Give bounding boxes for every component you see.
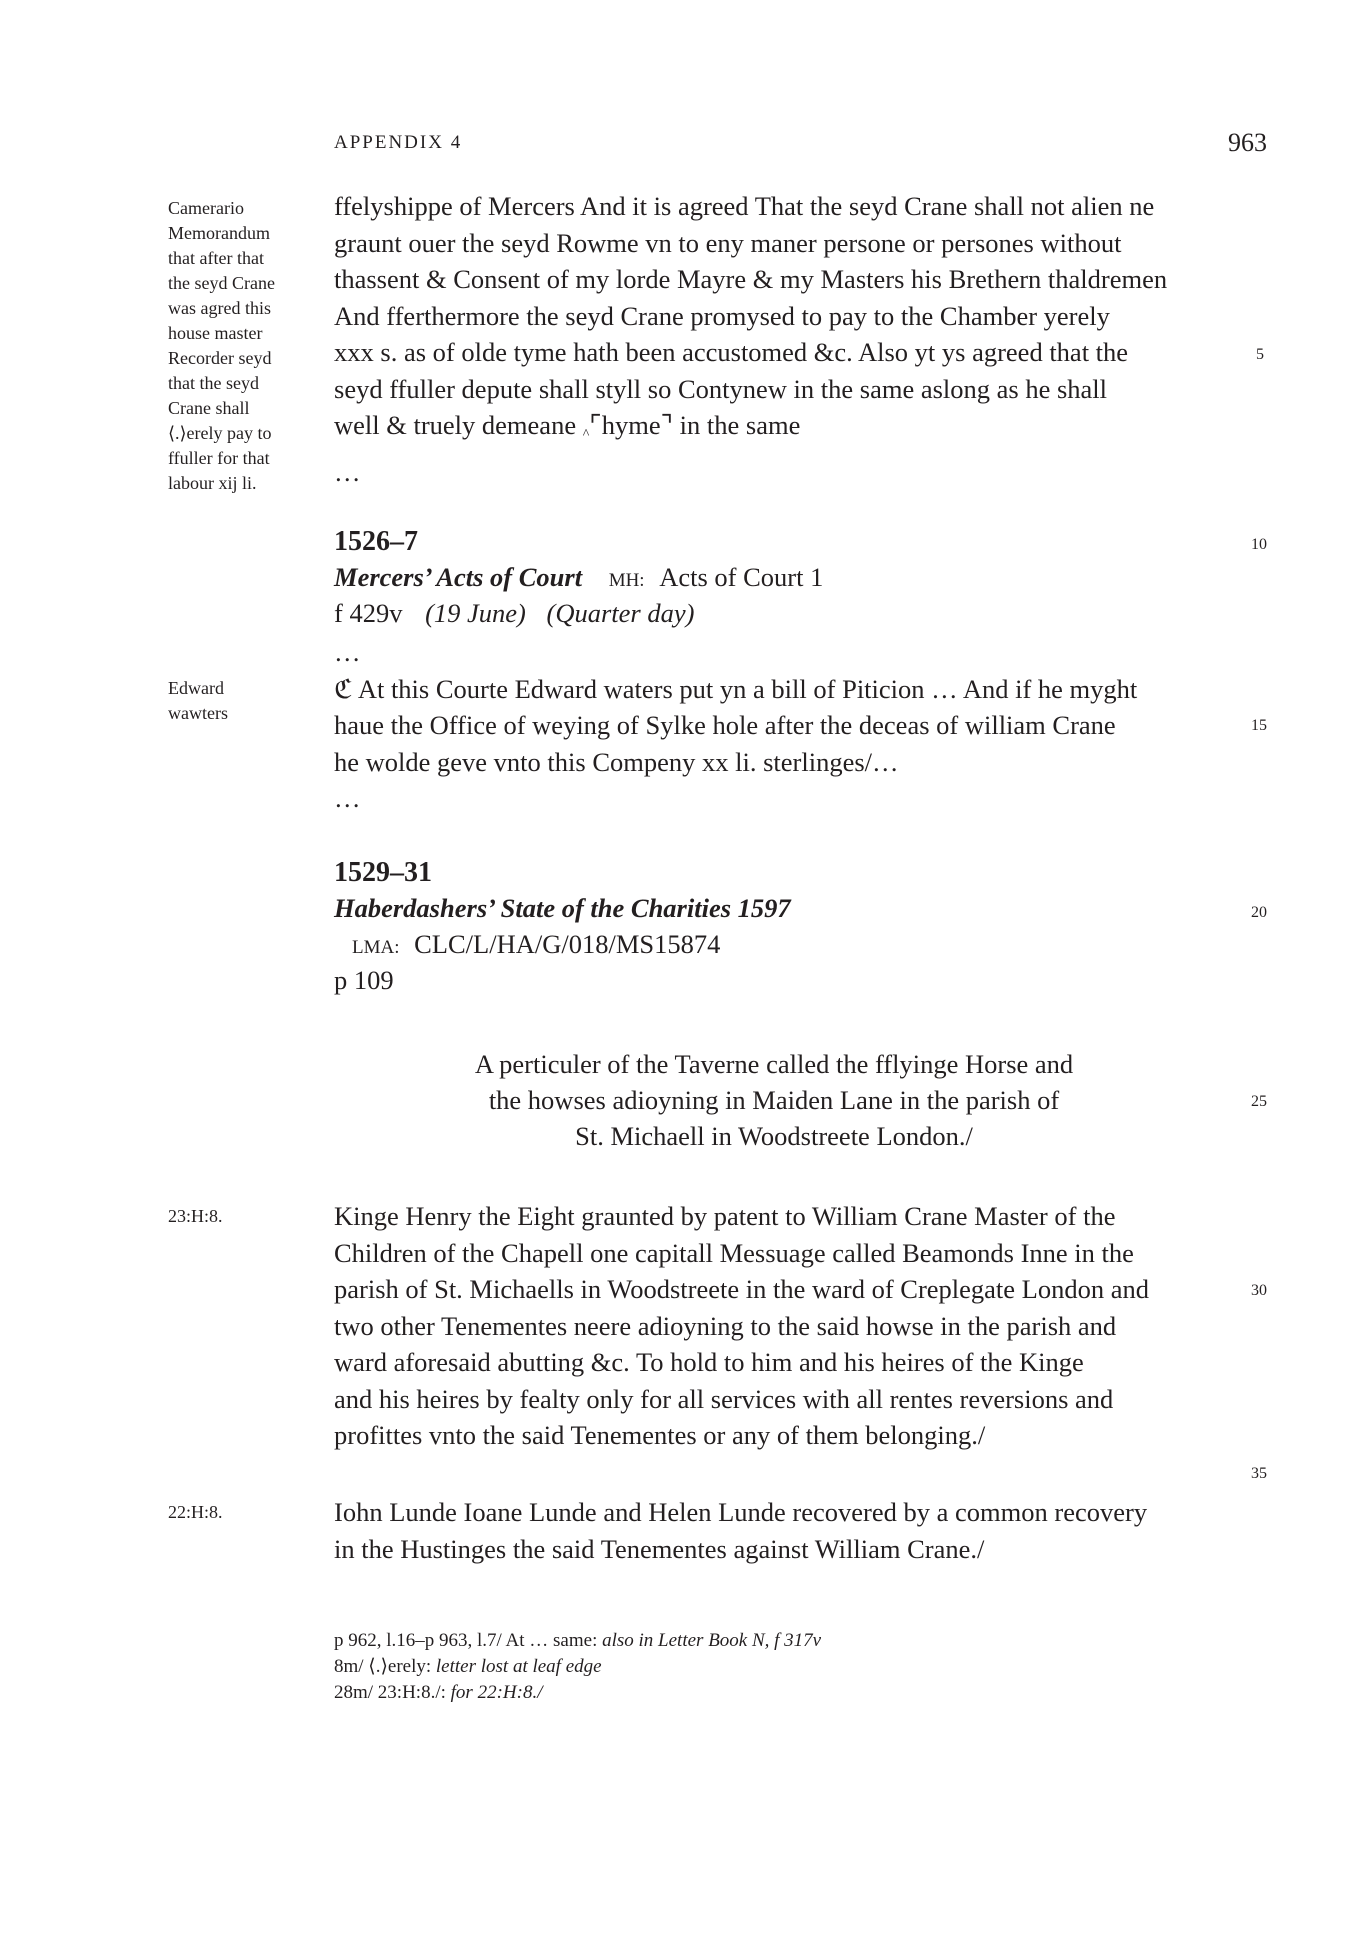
text-line xyxy=(334,407,1167,454)
margin-line: Recorder seyd xyxy=(168,348,272,368)
text-line: haue the Office of weying of Sylke hole after the deceas of william Crane xyxy=(334,710,1116,740)
footnotes xyxy=(334,1628,821,1706)
page-ref: p 109 xyxy=(334,965,394,995)
margin-note-edward xyxy=(168,676,228,726)
text-line: Kinge Henry the Eight graunted by patent to William Crane Master of the xyxy=(334,1201,1116,1231)
heading-line: St. Michaell in Woodstreete London./ xyxy=(575,1121,973,1151)
record1-text xyxy=(334,634,1137,817)
record2-para2 xyxy=(334,1494,1147,1567)
line-number: 5 xyxy=(1256,346,1264,363)
margin-line: ffuller for that xyxy=(168,448,270,468)
margin-line: labour xij li. xyxy=(168,473,257,493)
ellipsis: … xyxy=(334,456,361,487)
margin-line: the seyd Crane xyxy=(168,273,275,293)
margin-line: that the seyd xyxy=(168,373,259,393)
page-number: 963 xyxy=(1228,128,1267,157)
archive-ref: Acts of Court 1 xyxy=(659,562,824,592)
text-fragment: in the same xyxy=(673,410,801,440)
archive-abbr: MH: xyxy=(608,570,645,591)
running-head: APPENDIX 4 xyxy=(334,132,463,153)
margin-note-camerario xyxy=(168,196,275,496)
document-heading xyxy=(334,1046,1214,1154)
text-line: graunt ouer the seyd Rowme vn to eny maner persone or persones without xyxy=(334,227,1122,258)
footnote-text: for 22:H:8./ xyxy=(450,1682,543,1703)
margin-line: Crane shall xyxy=(168,398,250,418)
margin-line: wawters xyxy=(168,703,228,723)
record-title-line xyxy=(334,562,823,593)
record-title-line xyxy=(334,893,791,924)
record-year: 1529–31 xyxy=(334,857,432,888)
text-line: Children of the Chapell one capitall Messuage called Beamonds Inne in the xyxy=(334,1237,1134,1268)
footnote xyxy=(334,1654,821,1680)
margin-date-2: 22:H:8. xyxy=(168,1502,223,1522)
bracket-open: ⌜ xyxy=(589,410,602,440)
text-line: thassent & Consent of my lorde Mayre & my Masters his Brethern thaldremen xyxy=(334,264,1168,294)
margin-date-1: 23:H:8. xyxy=(168,1206,223,1226)
heading-line: the howses adioyning in Maiden Lane in the parish of xyxy=(488,1085,1060,1115)
footnote-text: letter lost at leaf edge xyxy=(435,1656,602,1677)
footnote-ref: 8m/ ⟨.⟩erely: xyxy=(334,1656,432,1677)
margin-line: Camerario xyxy=(168,198,244,218)
text-line: Iohn Lunde Ioane Lunde and Helen Lunde recovered by a common recovery xyxy=(334,1497,1148,1527)
line-number: 30 xyxy=(1251,1282,1267,1299)
line-number: 15 xyxy=(1251,717,1267,734)
text-line: ffelyshippe of Mercers And it is agreed That the seyd Crane shall not alien ne xyxy=(334,191,1155,221)
archive-abbr: LMA: xyxy=(352,937,400,958)
text-line: xxx s. as of olde tyme hath been accustomed &c. Also yt ys agreed that the xyxy=(334,337,1129,367)
line-number: 10 xyxy=(1251,536,1267,553)
text-line: and his heires by fealty only for all services with all rentes reversions and xyxy=(334,1383,1114,1414)
bracket-close: ⌝ xyxy=(660,410,674,440)
footnote-ref: 28m/ 23:H:8./: xyxy=(334,1682,446,1703)
margin-line: Edward xyxy=(168,678,224,698)
text-line: in the Hustinges the said Tenementes against William Crane./ xyxy=(334,1533,985,1564)
heading-line: A perticuler of the Taverne called the fflyinge Horse and xyxy=(474,1049,1074,1079)
footnote xyxy=(334,1628,821,1654)
margin-line: ⟨.⟩erely pay to xyxy=(168,423,272,443)
record-date: (Quarter day) xyxy=(546,598,695,628)
block1-text xyxy=(334,188,1167,490)
inserted-word: hyme xyxy=(601,410,661,440)
ellipsis: … xyxy=(334,637,361,667)
archive-ref: CLC/L/HA/G/018/MS15874 xyxy=(414,929,721,959)
margin-line: Memorandum xyxy=(168,223,270,243)
text-line: ward aforesaid abutting &c. To hold to him and his heires of the Kinge xyxy=(334,1347,1084,1377)
text-line: parish of St. Michaells in Woodstreete in the ward of Creplegate London and xyxy=(334,1274,1149,1304)
text-line: he wolde geve vnto this Compeny xx li. sterlinges/… xyxy=(334,746,899,777)
line-number: 20 xyxy=(1251,904,1267,921)
text-line: seyd ffuller depute shall styll so Contynew in the same aslong as he shall xyxy=(334,373,1108,404)
footnote-text: also in Letter Book N, f 317v xyxy=(602,1630,822,1651)
folio: f 429v xyxy=(334,598,403,628)
paragraph-mark: ℭ xyxy=(334,673,353,704)
folio-line xyxy=(334,598,694,629)
text-line xyxy=(334,671,1137,708)
footnote xyxy=(334,1680,821,1706)
archive-line xyxy=(352,929,720,960)
record-date: (19 June) xyxy=(425,598,526,628)
record-title: Haberdashers’ State of the Charities 1597 xyxy=(334,893,791,923)
text-line: profittes vnto the said Tenementes or any of them belonging./ xyxy=(334,1420,986,1450)
text-line: And fferthermore the seyd Crane promysed to pay to the Chamber yerely xyxy=(334,300,1110,331)
record-title: Mercers’ Acts of Court xyxy=(334,562,583,592)
margin-line: house master xyxy=(168,323,263,343)
caret-mark: ^ xyxy=(582,427,590,442)
text-line: two other Tenementes neere adioyning to the said howse in the parish and xyxy=(334,1310,1117,1341)
line-number: 25 xyxy=(1251,1093,1267,1110)
footnote-ref: p 962, l.16–p 963, l.7/ At … same: xyxy=(334,1630,598,1651)
record2-para1 xyxy=(334,1198,1149,1454)
ellipsis: … xyxy=(334,783,361,813)
text-fragment: At this Courte Edward waters put yn a bill of Piticion … And if he myght xyxy=(357,673,1138,704)
margin-line: that after that xyxy=(168,248,264,268)
text-fragment: well & truely demeane xyxy=(334,410,577,440)
record-year: 1526–7 xyxy=(334,526,418,557)
margin-line: was agred this xyxy=(168,298,271,318)
line-number: 35 xyxy=(1251,1465,1267,1482)
